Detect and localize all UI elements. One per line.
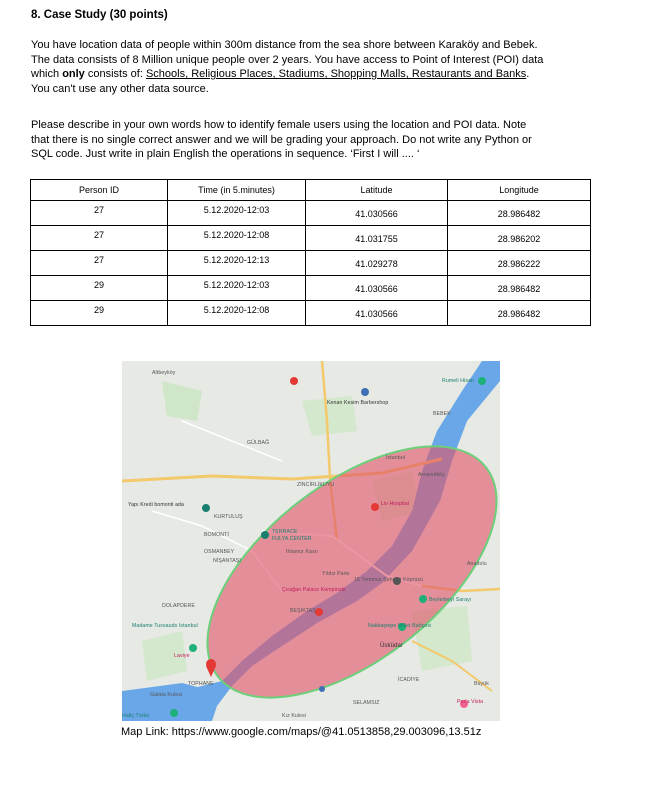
map-label-yildiz: Yıldız Parkı xyxy=(322,571,350,577)
desc-line-4: You can't use any other data source. xyxy=(31,82,209,95)
rumeli-marker-icon xyxy=(478,377,486,385)
cell-person-id: 27 xyxy=(31,251,168,276)
cell-latitude: 41.030566 xyxy=(306,201,448,226)
cell-person-id: 27 xyxy=(31,201,168,226)
map-label-tophane: TOPHANE xyxy=(188,681,214,687)
cell-latitude: 41.029278 xyxy=(306,251,448,276)
map-label-icadiye: İCADİYE xyxy=(398,677,420,683)
bosphorus-map[interactable] xyxy=(122,361,500,721)
cell-time: 5.12.2020-12:03 xyxy=(168,276,306,301)
cell-latitude: 41.030566 xyxy=(306,301,448,326)
cell-person-id: 27 xyxy=(31,226,168,251)
map-label-arnavut: Arnavutköy xyxy=(418,472,445,478)
map-label-beylerbeyi: Beylerbeyi Sarayı xyxy=(429,597,472,603)
header-latitude: Latitude xyxy=(306,180,448,201)
task-line-2: that there is no single correct answer and we will be grading your approach. Do not write any Python or xyxy=(31,133,532,146)
map-label-uskudar: Üsküdar xyxy=(380,643,404,649)
map-label-ihlamur: Ihlamur Kasrı xyxy=(286,549,319,555)
map-label-temmuz: 15 Temmuz Şehitler Köprüsü xyxy=(354,577,424,583)
case-description xyxy=(31,38,611,96)
table-header-row xyxy=(31,180,591,201)
map-label-kurtulus: KURTULUŞ xyxy=(214,514,243,520)
poi-marker-icon xyxy=(290,377,298,385)
map-label-istanbul: İstanbul xyxy=(386,455,405,461)
map-label-galata: Galata Kulesi xyxy=(150,692,183,698)
map-label-liv: Liv Hospital xyxy=(381,501,410,507)
halic-marker-icon xyxy=(170,709,178,717)
map-label-albeykoy: Altbeyköy xyxy=(152,370,176,376)
map-label-kenan: Kenan Kesim Barbershop xyxy=(327,400,389,406)
map-label-dolapdere: DOLAPDERE xyxy=(162,603,195,609)
case-study-heading: 8. Case Study (30 points) xyxy=(31,9,168,21)
map-label-ciragan: Çırağan Palace Kempinski xyxy=(282,587,346,593)
cell-time: 5.12.2020-12:13 xyxy=(168,251,306,276)
map-label-laviye: Laviye xyxy=(174,653,190,659)
beylerbeyi-marker-icon xyxy=(419,595,427,603)
ferry-marker-icon xyxy=(319,686,325,692)
map-label-kizkulesi: Kız Kulesi xyxy=(282,713,307,719)
cell-latitude: 41.030566 xyxy=(306,276,448,301)
map-label-nisantasi: NİŞANTAŞI xyxy=(213,558,241,564)
cell-longitude: 28.986482 xyxy=(448,201,591,226)
table-row xyxy=(31,201,591,226)
cell-longitude: 28.986482 xyxy=(448,301,591,326)
table-row xyxy=(31,276,591,301)
cell-person-id: 29 xyxy=(31,301,168,326)
cell-longitude: 28.986482 xyxy=(448,276,591,301)
barbershop-marker-icon xyxy=(361,388,369,396)
ciragan-marker-icon xyxy=(315,608,323,616)
map-label-nakkastepe: Nakkaştepe Millet Bahçesi xyxy=(368,623,432,629)
map-label-gulbag: GÜLBAĞ xyxy=(247,440,270,446)
map-label-bomonti: BOMONTİ xyxy=(204,532,229,538)
desc-line-2: The data consists of 8 Million unique people over 2 years. You have access to Point of Interest (POI) data xyxy=(31,53,544,66)
map-label-rumeli: Rumeli Hisarı xyxy=(442,378,475,384)
map-label-buyuk: Büyük xyxy=(474,681,489,687)
header-time: Time (in 5.minutes) xyxy=(168,180,306,201)
cell-time: 5.12.2020-12:03 xyxy=(168,201,306,226)
desc-line-1: You have location data of people within 300m distance from the sea shore between Karaköy and Bebek. xyxy=(31,39,538,51)
map-link[interactable]: Map Link: https://www.google.com/maps/@41.0513858,29.003096,13.51z xyxy=(121,726,482,738)
task-line-1: Please describe in your own words how to identify female users using the location and POI data. Note xyxy=(31,119,527,131)
map-label-anadolu: Anadolu xyxy=(467,561,487,567)
desc-line-3: which only consists of: Schools, Religious Places, Stadiums, Shopping Malls, Restaurants and Banks. xyxy=(31,68,530,81)
map-label-bebek: BEBEK xyxy=(433,411,451,417)
table-row xyxy=(31,251,591,276)
task-line-3: SQL code. Just write in plain English the operations in sequence. ‘First I will .... ‘ xyxy=(31,148,420,161)
cell-latitude: 41.031755 xyxy=(306,226,448,251)
madame-marker-icon xyxy=(189,644,197,652)
map-label-besiktas: BEŞİKTAŞ xyxy=(290,608,316,614)
cell-longitude: 28.986222 xyxy=(448,251,591,276)
poi-types-underlined: Schools, Religious Places, Stadiums, Shopping Malls, Restaurants and Banks xyxy=(145,68,527,81)
header-longitude: Longitude xyxy=(448,180,591,201)
map-label-halic: Haliç Türkü xyxy=(122,713,150,719)
table-row xyxy=(31,226,591,251)
cell-person-id: 29 xyxy=(31,276,168,301)
map-label-perlavista: Perla Vista xyxy=(457,699,484,705)
terrace-marker-icon xyxy=(261,531,269,539)
hospital-marker-icon xyxy=(371,503,379,511)
map-label-zincirli: ZİNCİRLİKUYU xyxy=(297,482,335,488)
task-instructions xyxy=(31,118,611,162)
header-person-id: Person ID xyxy=(31,180,168,201)
kurtulus-marker-icon xyxy=(202,504,210,512)
only-emphasis: only xyxy=(62,68,85,81)
map-label-yapikredi: Yapı Kredi bomonti ada xyxy=(128,502,185,508)
map-label-osmanbey: OSMANBEY xyxy=(204,549,235,555)
cell-time: 5.12.2020-12:08 xyxy=(168,301,306,326)
map-label-fulya: FULYA CENTER xyxy=(272,536,312,542)
map-label-selamsiz: SELAMSIZ xyxy=(353,700,380,706)
table-row xyxy=(31,301,591,326)
map-label-terrace: TERRACE xyxy=(272,529,298,535)
cell-time: 5.12.2020-12:08 xyxy=(168,226,306,251)
map-label-madame: Madame Tussauds Istanbul xyxy=(132,623,198,629)
location-data-table xyxy=(30,179,591,326)
cell-longitude: 28.986202 xyxy=(448,226,591,251)
